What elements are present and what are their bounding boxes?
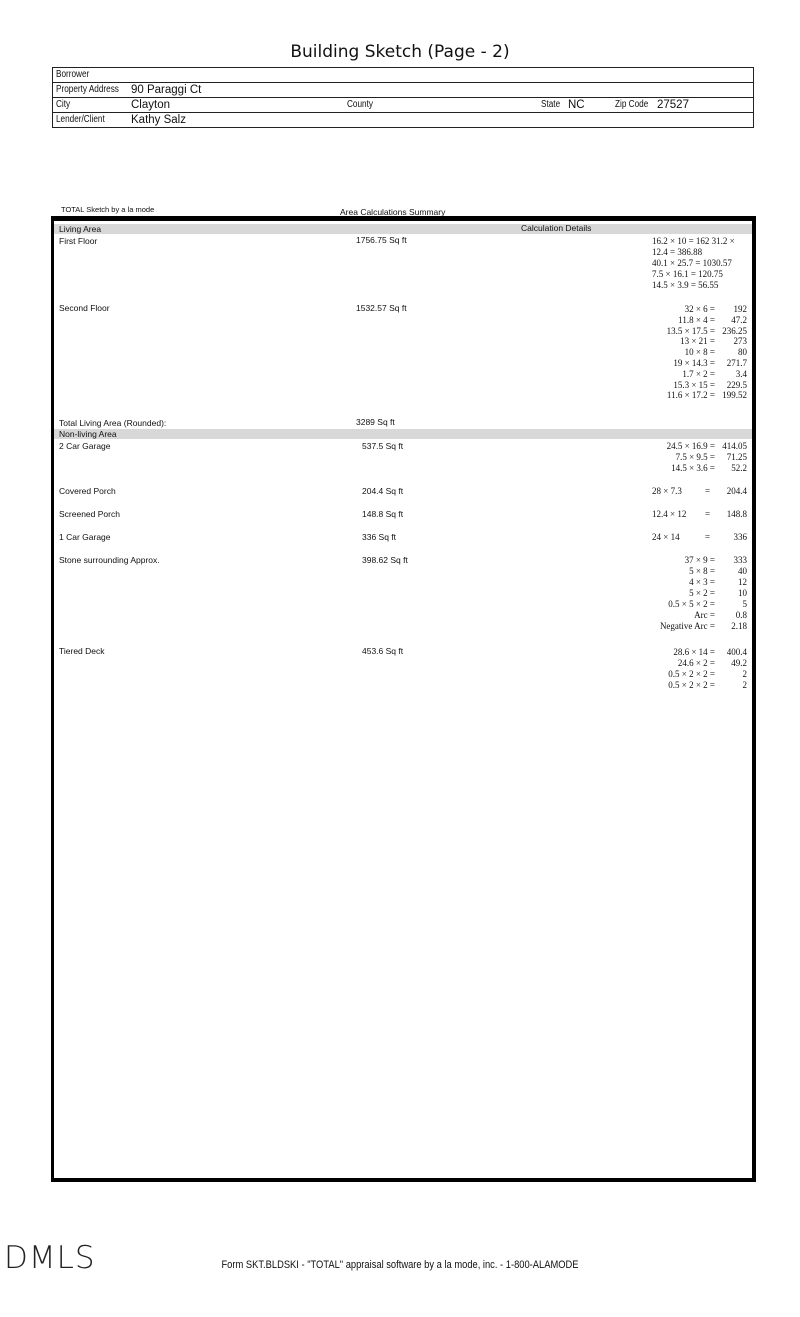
first-floor-name: First Floor [59,236,98,246]
deck-calc-expr: 0.5 × 2 × 2 = [668,669,715,679]
area-calculations-box [51,216,756,1182]
garage2-calc-result: 71.25 [726,452,747,462]
stone-calc-result: 333 [733,555,747,565]
garage2-calc-expr: 24.5 × 16.9 = [666,441,715,451]
stone-calc-expr: 4 × 3 = [689,577,715,587]
stone-calc-expr: 5 × 8 = [689,566,715,576]
screened-porch-area: 148.8 Sq ft [362,509,404,519]
first-floor-area: 1756.75 Sq ft [356,235,407,245]
covered-porch-eq: = [705,486,711,496]
stone-calc-expr: 37 × 9 = [684,555,715,565]
dmls-watermark: DMLS [4,1240,96,1276]
stone-calc-result: 0.8 [735,610,747,620]
sketch-caption: TOTAL Sketch by a la mode [61,205,155,214]
stone-calc-expr: 0.5 × 5 × 2 = [668,599,715,609]
stone-calc-expr: 5 × 2 = [689,588,715,598]
second-floor-area: 1532.57 Sq ft [356,303,407,313]
stone-calc-expr: Arc = [694,610,715,620]
deck-calc-expr: 24.6 × 2 = [677,658,715,668]
second-floor-calc-expr: 11.8 × 4 = [678,314,715,325]
deck-calc-expr: 28.6 × 14 = [673,647,715,657]
second-floor-calc-expr: 10 × 8 = [684,347,715,358]
garage2-calc-expr: 14.5 × 3.6 = [671,463,715,473]
garage2-calc-expr: 7.5 × 9.5 = [675,452,715,462]
screened-porch-eq: = [705,509,711,519]
total-living-value: 3289 Sq ft [356,417,395,427]
second-floor-calc-expr: 32 × 6 = [684,304,715,314]
lender-label: Lender/Client [56,114,105,125]
stone-calc-result: 12 [738,577,747,587]
deck-area: 453.6 Sq ft [362,646,404,656]
second-floor-calc-result: 80 [738,347,747,358]
address-label: Property Address [56,84,119,95]
second-floor-calc-expr: 13 × 21 = [680,336,715,347]
second-floor-calc-expr: 15.3 × 15 = [673,379,715,390]
deck-name: Tiered Deck [59,646,105,656]
stone-calc-result: 10 [738,588,747,598]
garage1-expr: 24 × 14 [652,532,680,542]
second-floor-calc-expr: 1.7 × 2 = [682,368,715,379]
second-floor-calc-result: 3.4 [735,368,747,379]
second-floor-name: Second Floor [59,303,110,313]
second-floor-calc-result: 192 [733,304,747,314]
garage2-calc-result: 414.05 [722,441,747,451]
first-floor-calc-line: 40.1 × 25.7 = 1030.57 [652,258,732,268]
screened-porch-expr: 12.4 × 12 [652,509,687,519]
screened-porch-result: 148.8 [726,509,747,519]
deck-calc-result: 400.4 [726,647,747,657]
covered-porch-area: 204.4 Sq ft [362,486,404,496]
covered-porch-result: 204.4 [726,486,747,496]
garage2-calc-result: 52.2 [731,463,747,473]
non-living-area-heading: Non-living Area [59,429,117,439]
zip-value: 27527 [657,99,689,111]
covered-porch-name: Covered Porch [59,486,116,496]
second-floor-calc-result: 199.52 [722,390,747,401]
total-living-label: Total Living Area (Rounded): [59,418,167,428]
stone-name: Stone surrounding Approx. [59,555,160,565]
lender-row [53,113,753,126]
living-area-heading: Living Area [59,224,102,234]
second-floor-calc-expr: 13.5 × 17.5 = [666,325,715,336]
lender-value: Kathy Salz [131,114,186,126]
deck-calc-result: 49.2 [731,658,747,668]
second-floor-calc-result: 271.7 [726,358,747,368]
borrower-label: Borrower [56,69,90,80]
second-floor-calc-result: 273 [733,336,747,347]
garage2-name: 2 Car Garage [59,441,111,451]
second-floor-calc-expr: 11.6 × 17.2 = [666,390,715,401]
second-floor-calc-result: 236.25 [722,325,747,336]
second-floor-calc-result: 47.2 [731,314,747,325]
second-floor-calc-result: 229.5 [726,379,747,390]
deck-calc-result: 2 [742,669,747,679]
calculation-details-heading: Calculation Details [521,223,592,233]
deck-calc-result: 2 [742,680,747,690]
living-area-band [54,224,752,234]
garage2-area: 537.5 Sq ft [362,441,404,451]
city-row [53,98,753,113]
garage1-result: 336 [733,532,747,542]
first-floor-calc-line: 12.4 = 386.88 [652,247,703,257]
first-floor-calc-line: 14.5 × 3.9 = 56.55 [652,280,719,290]
zip-label: Zip Code [615,99,649,110]
state-value: NC [568,99,585,111]
subject-header-table [52,67,754,128]
summary-title: Area Calculations Summary [340,207,446,217]
stone-calc-result: 2.18 [731,621,747,631]
second-floor-calc-expr: 19 × 14.3 = [673,358,715,368]
city-value: Clayton [131,99,170,111]
stone-calc-result: 5 [742,599,747,609]
covered-porch-expr: 28 × 7.3 [652,486,682,496]
city-label: City [56,99,71,110]
stone-calc-expr: Negative Arc = [659,621,715,631]
form-footer: Form SKT.BLDSKI - "TOTAL" appraisal software by a la mode, inc. - 1-800-ALAMODE [221,1259,579,1271]
address-row [53,83,753,98]
page-title: Building Sketch (Page - 2) [290,42,510,62]
deck-calc-expr: 0.5 × 2 × 2 = [668,680,715,690]
address-value: 90 Paraggi Ct [131,84,202,96]
first-floor-calc-line: 16.2 × 10 = 162 31.2 × [652,236,735,246]
state-label: State [541,99,561,110]
garage1-area: 336 Sq ft [362,532,397,542]
garage1-eq: = [705,532,711,542]
stone-calc-result: 40 [738,566,747,576]
screened-porch-name: Screened Porch [59,509,120,519]
first-floor-calc-line: 7.5 × 16.1 = 120.75 [652,269,723,279]
county-label: County [347,99,373,110]
borrower-row [53,68,753,83]
garage1-name: 1 Car Garage [59,532,111,542]
non-living-area-band [54,429,752,439]
stone-area: 398.62 Sq ft [362,555,408,565]
